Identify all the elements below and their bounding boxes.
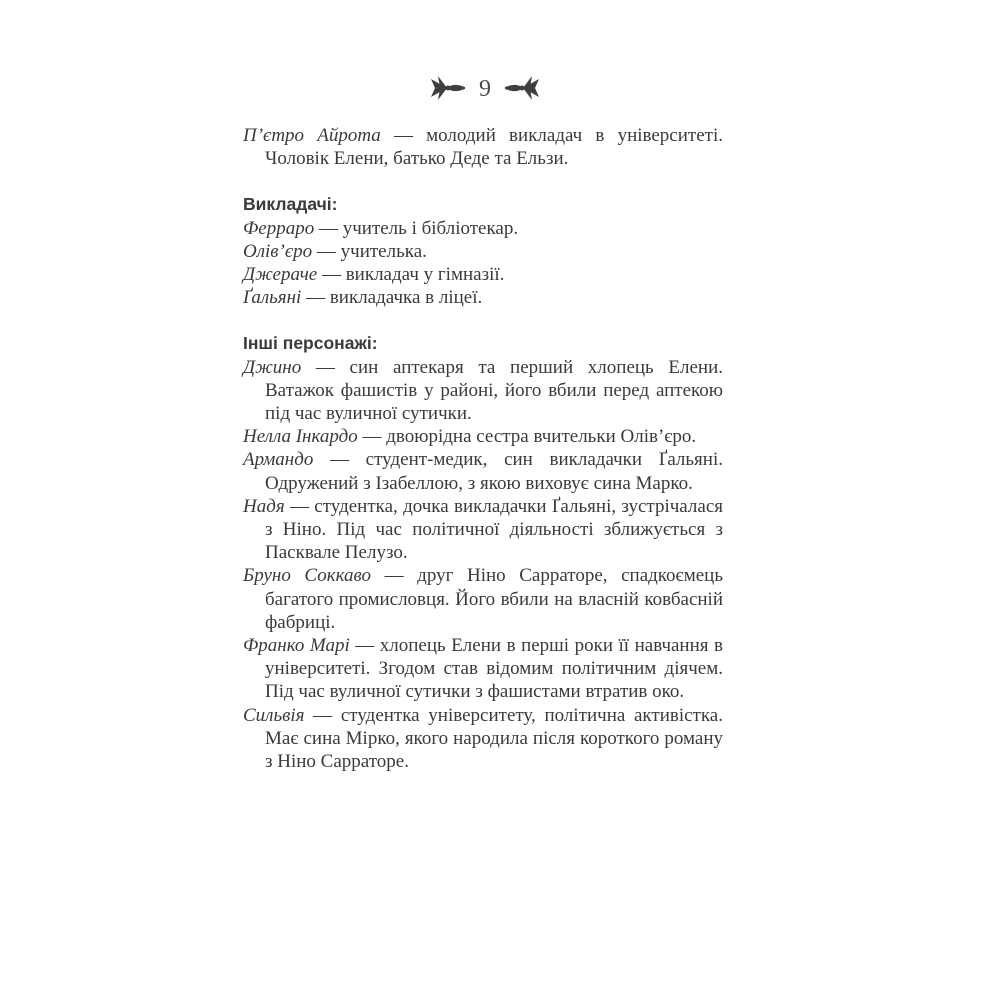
character-name: Джераче (243, 264, 318, 286)
character-entry (243, 564, 723, 634)
character-entry (243, 240, 723, 263)
character-name: Нелла Інкардо (243, 426, 358, 448)
character-entry (243, 448, 723, 494)
character-name: Франко Марі (243, 635, 350, 657)
page-header (410, 68, 560, 108)
character-name: П’єтро Айрота (243, 125, 381, 146)
character-description: — друг Ніно Сарраторе, спадкоємець багатого промисловця. Його вбили на власній ковбасній фабриці. (265, 565, 724, 633)
character-name: Сильвія (243, 704, 305, 726)
section-heading-teachers: Викладачі: (243, 194, 338, 215)
character-name: Ґальяні (243, 287, 302, 309)
character-description: — двоюрідна сестра вчительки Олів’єро. (357, 426, 697, 448)
character-entry (243, 425, 723, 448)
character-description: — учитель і бібліотекар. (314, 217, 519, 239)
character-description: — учителька. (312, 240, 427, 262)
character-description: — молодий викладач в університеті. Чоловік Елени, батько Деде та Ельзи. (265, 125, 723, 170)
character-entry (243, 634, 723, 704)
character-description: — викладачка в ліцеї. (301, 287, 483, 309)
character-entry (243, 495, 723, 565)
character-entry (243, 124, 723, 170)
character-name: Олів’єро (243, 240, 313, 262)
character-description: — хлопець Елени в перші роки її навчання в університеті. Згодом став відомим політичним діячем. Під час вуличної сутички з фашистами втратив око. (265, 635, 723, 703)
floral-ornament-icon (427, 73, 467, 103)
character-description: — студент-медик, син викладачки Ґальяні. Одружений з Ізабеллою, з якою виховує сина Марко. (265, 449, 723, 494)
floral-ornament-icon (503, 73, 543, 103)
character-entry (243, 356, 723, 426)
character-list (243, 124, 723, 773)
character-name: Феррaро (243, 217, 315, 239)
page-number: 9 (479, 76, 491, 102)
character-name: Надя (243, 495, 285, 517)
character-description: — студентка, дочка викладачки Ґальяні, зустрічалася з Ніно. Під час політичної діяльності зближується з Пасквале Пелузо. (265, 495, 723, 564)
character-entry (243, 286, 723, 309)
section-heading-others: Інші персонажі: (243, 333, 378, 354)
character-name: Армандо (243, 449, 314, 471)
character-entry (243, 217, 723, 240)
character-entry (243, 263, 723, 286)
character-name: Джино (243, 356, 302, 378)
character-entry (243, 704, 723, 774)
character-name: Бруно Соккаво (243, 565, 372, 587)
character-description: — викладач у гімназії. (317, 264, 505, 286)
character-description: — студентка університету, політична активістка. Має сина Мірко, якого народила після короткого роману з Ніно Сарраторе. (265, 704, 723, 773)
character-description: — син аптекаря та перший хлопець Елени. Ватажок фашистів у районі, його вбили перед аптекою під час вуличної сутички. (265, 356, 723, 425)
